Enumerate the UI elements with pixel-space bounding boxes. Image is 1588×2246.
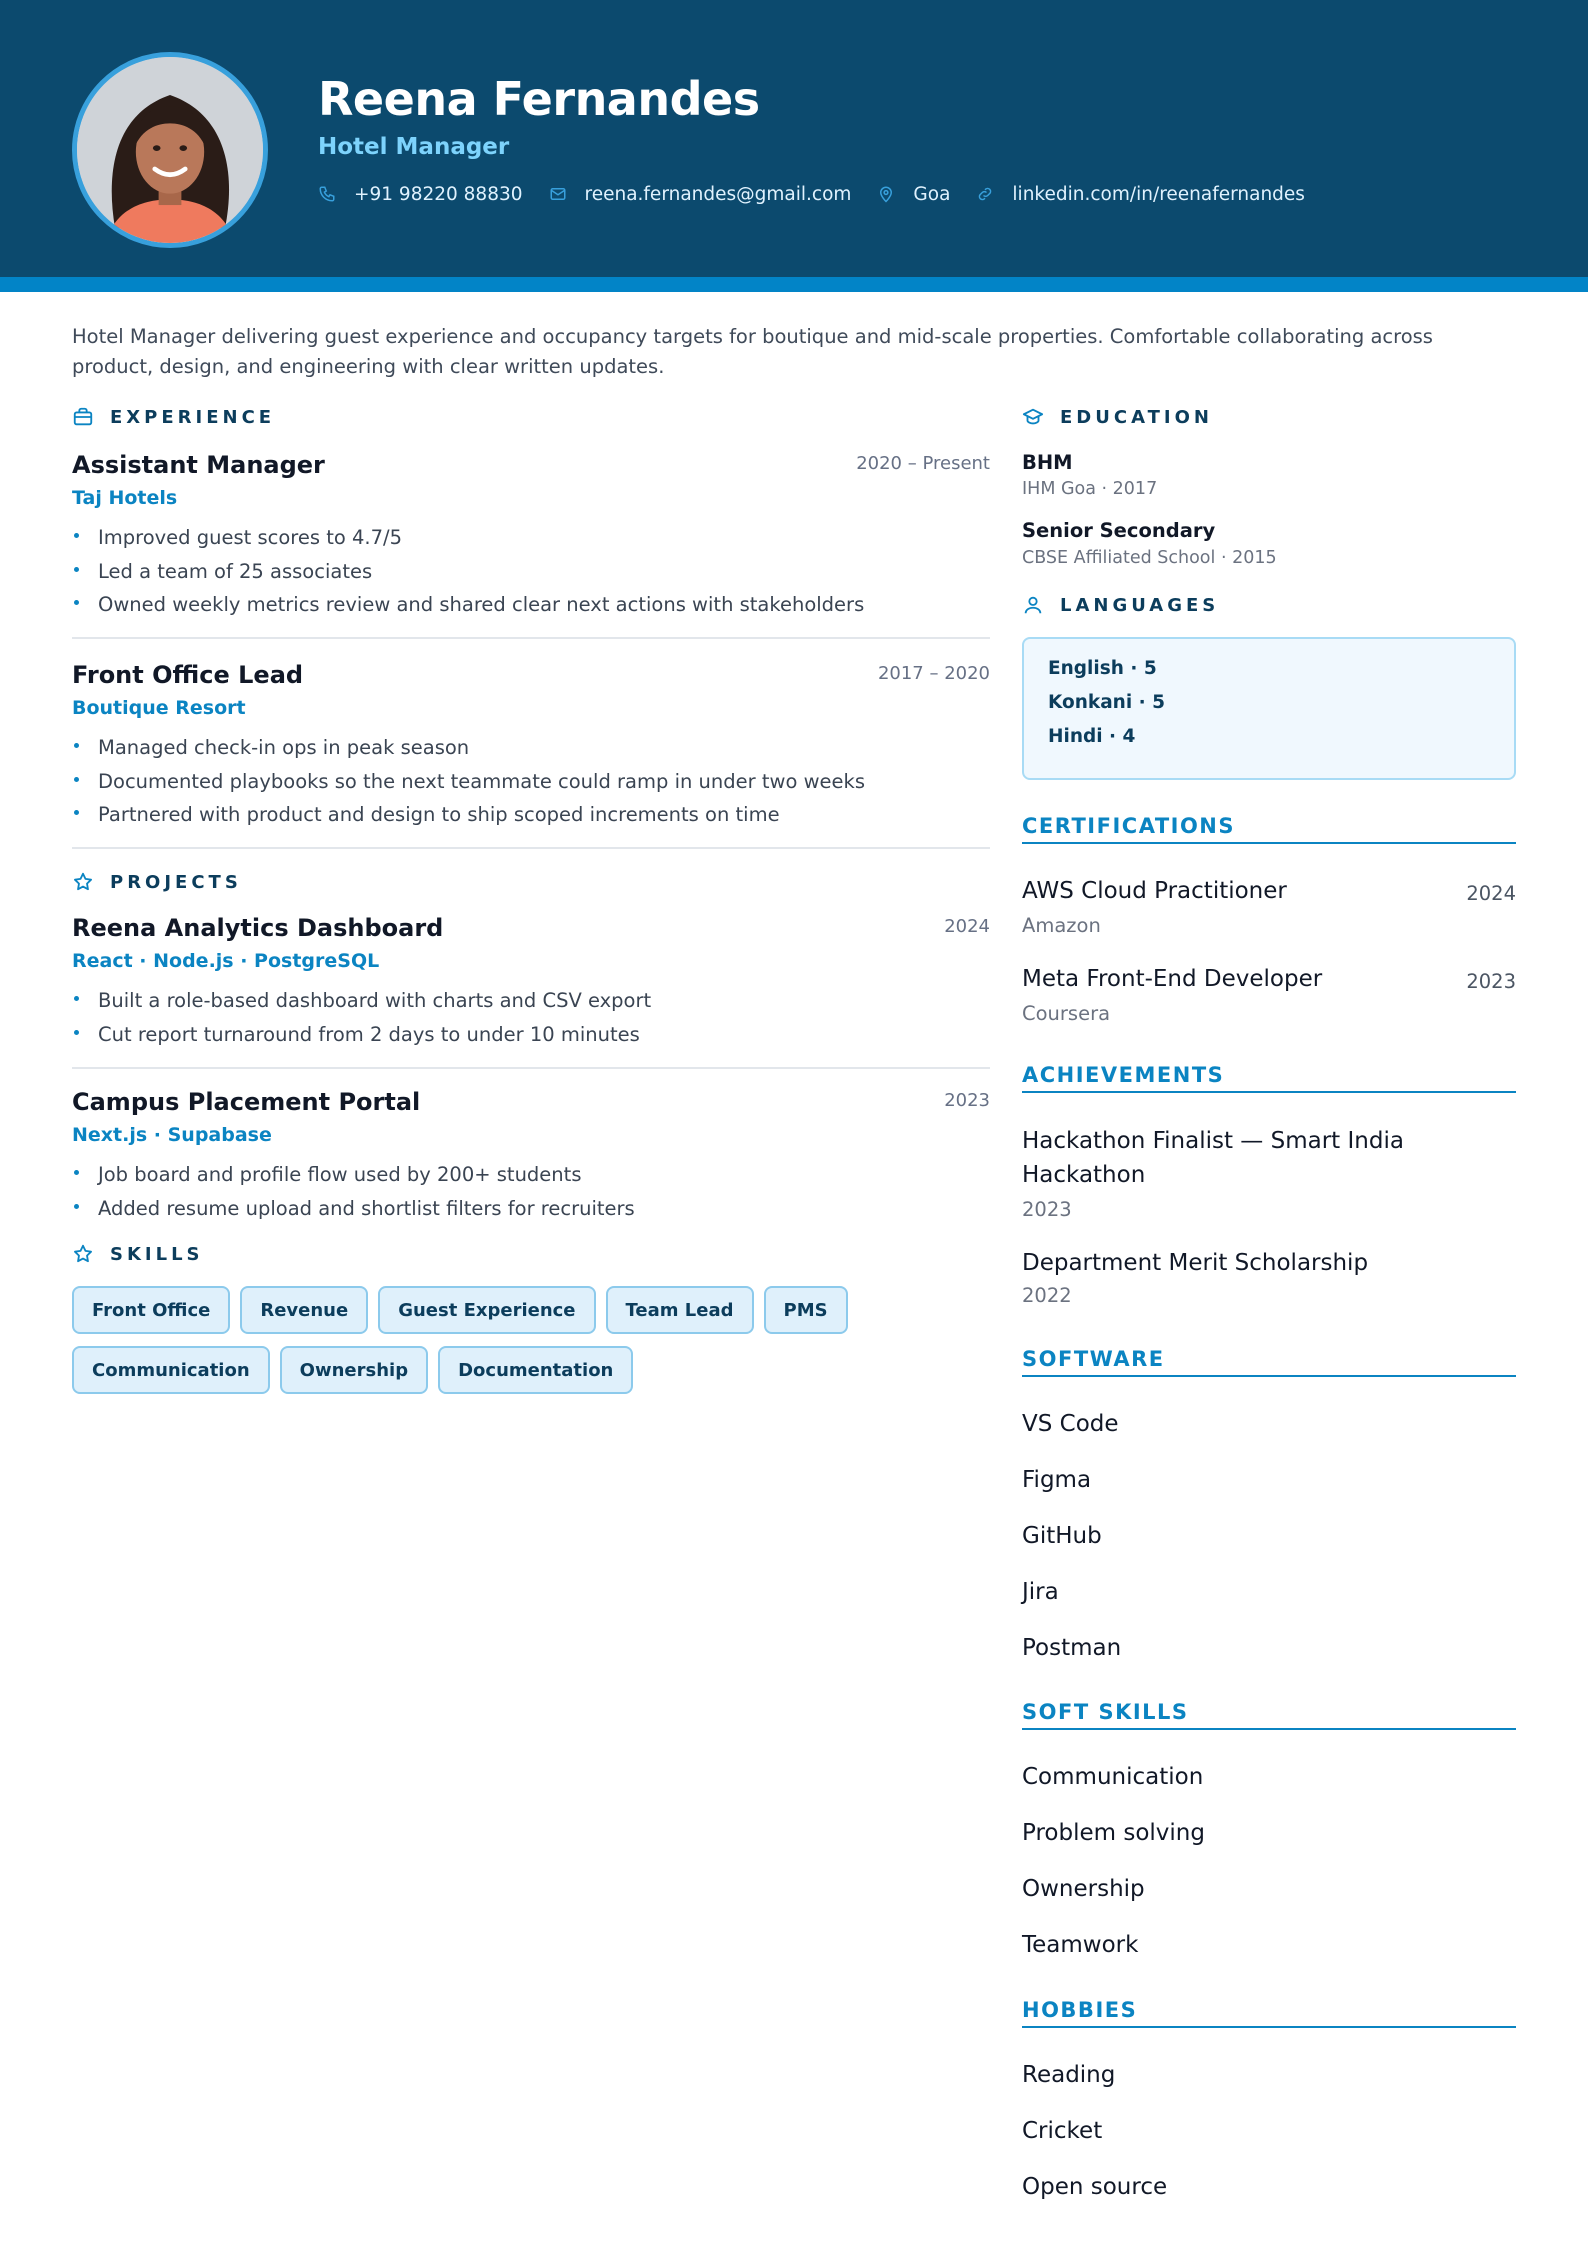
star-icon bbox=[72, 871, 94, 893]
skill-chip: Front Office bbox=[72, 1286, 230, 1334]
experience-entry bbox=[72, 661, 990, 831]
cert-org: Amazon bbox=[1022, 914, 1101, 937]
education-detail: CBSE Affiliated School · 2015 bbox=[1022, 548, 1277, 568]
user-icon bbox=[1022, 594, 1044, 616]
phone-text: +91 98220 88830 bbox=[354, 183, 523, 205]
project-title: Reena Analytics Dashboard bbox=[72, 914, 444, 942]
skill-chip: Revenue bbox=[240, 1286, 368, 1334]
phone-icon bbox=[318, 185, 336, 203]
language-item: Konkani · 5 bbox=[1048, 692, 1165, 713]
skills-heading-text: SKILLS bbox=[110, 1243, 204, 1265]
project-year: 2023 bbox=[944, 1090, 990, 1111]
skill-chip: Documentation bbox=[438, 1346, 633, 1394]
projects-heading bbox=[72, 871, 242, 893]
bullet-item: Managed check-in ops in peak season bbox=[72, 731, 990, 765]
education-degree: BHM bbox=[1022, 451, 1073, 474]
bullet-item: Job board and profile flow used by 200+ students bbox=[72, 1158, 990, 1192]
languages-heading bbox=[1022, 594, 1219, 616]
job-dates: 2017 – 2020 bbox=[877, 663, 990, 684]
candidate-role: Hotel Manager bbox=[318, 134, 510, 160]
education-heading-text: EDUCATION bbox=[1060, 406, 1213, 428]
bullet-item: Added resume upload and shortlist filters for recruiters bbox=[72, 1192, 990, 1226]
entry-divider bbox=[72, 1067, 990, 1069]
skill-chip: Team Lead bbox=[606, 1286, 754, 1334]
cert-year: 2023 bbox=[1466, 970, 1516, 993]
contact-email[interactable] bbox=[549, 184, 852, 205]
entry-divider bbox=[72, 637, 990, 639]
soft-skill-item: Ownership bbox=[1022, 1876, 1145, 1902]
language-item: English · 5 bbox=[1048, 658, 1157, 679]
contact-linkedin[interactable] bbox=[976, 184, 1305, 205]
achievement-title: Department Merit Scholarship bbox=[1022, 1250, 1369, 1276]
bullet-item: Led a team of 25 associates bbox=[72, 555, 990, 589]
software-item: Jira bbox=[1022, 1579, 1059, 1605]
bullet-item: Improved guest scores to 4.7/5 bbox=[72, 521, 990, 555]
soft-skills-heading: SOFT SKILLS bbox=[1022, 1700, 1516, 1730]
skills-heading bbox=[72, 1243, 204, 1265]
soft-skill-item: Teamwork bbox=[1022, 1932, 1139, 1958]
location-text: Goa bbox=[913, 183, 951, 205]
cert-title: Meta Front-End Developer bbox=[1022, 966, 1323, 992]
linkedin-text: linkedin.com/in/reenafernandes bbox=[1012, 183, 1305, 205]
project-bullets bbox=[72, 1158, 990, 1225]
software-heading: SOFTWARE bbox=[1022, 1347, 1516, 1377]
project-entry bbox=[72, 914, 990, 1054]
software-item: Postman bbox=[1022, 1635, 1122, 1661]
contact-phone[interactable] bbox=[318, 184, 523, 205]
hobby-item: Reading bbox=[1022, 2062, 1116, 2088]
software-item: VS Code bbox=[1022, 1411, 1119, 1437]
experience-heading bbox=[72, 406, 275, 428]
experience-heading-text: EXPERIENCE bbox=[110, 406, 276, 428]
achievement-title: Hackathon Finalist — Smart India Hackathon bbox=[1022, 1128, 1404, 1188]
job-title: Front Office Lead bbox=[72, 661, 304, 689]
languages-heading-text: LANGUAGES bbox=[1060, 594, 1220, 616]
cert-org: Coursera bbox=[1022, 1002, 1111, 1025]
job-bullets bbox=[72, 731, 990, 832]
project-stack: Next.js · Supabase bbox=[72, 1124, 272, 1146]
contact-location bbox=[877, 184, 950, 205]
email-text: reena.fernandes@gmail.com bbox=[584, 183, 852, 205]
avatar bbox=[72, 52, 268, 248]
achievements-heading: ACHIEVEMENTS bbox=[1022, 1063, 1516, 1093]
certifications-heading: CERTIFICATIONS bbox=[1022, 814, 1516, 844]
skill-chip: Guest Experience bbox=[378, 1286, 595, 1334]
resume-header bbox=[0, 0, 1588, 277]
job-dates: 2020 – Present bbox=[856, 453, 990, 474]
briefcase-icon bbox=[72, 406, 94, 428]
skill-chip: PMS bbox=[764, 1286, 848, 1334]
bullet-item: Built a role-based dashboard with charts and CSV export bbox=[72, 984, 990, 1018]
software-item: Figma bbox=[1022, 1467, 1092, 1493]
map-pin-icon bbox=[877, 185, 895, 203]
bullet-item: Partnered with product and design to ship scoped increments on time bbox=[72, 798, 990, 832]
header-accent-stripe bbox=[0, 277, 1588, 292]
contact-bar bbox=[318, 178, 1331, 210]
company-name: Boutique Resort bbox=[72, 697, 246, 719]
languages-box bbox=[1022, 637, 1516, 780]
star-icon bbox=[72, 1243, 94, 1265]
project-entry bbox=[72, 1088, 990, 1228]
summary-text: Hotel Manager delivering guest experience and occupancy targets for boutique and mid-scale properties. Comfortable collaborating across product, design, and engineering with clear written updates. bbox=[72, 325, 1433, 378]
mail-icon bbox=[549, 185, 567, 203]
experience-entry bbox=[72, 451, 990, 621]
bullet-item: Cut report turnaround from 2 days to under 10 minutes bbox=[72, 1018, 990, 1052]
soft-skill-item: Communication bbox=[1022, 1764, 1204, 1790]
hobby-item: Cricket bbox=[1022, 2118, 1103, 2144]
education-detail: IHM Goa · 2017 bbox=[1022, 479, 1158, 499]
project-bullets bbox=[72, 984, 990, 1051]
soft-skill-item: Problem solving bbox=[1022, 1820, 1205, 1846]
cert-year: 2024 bbox=[1466, 882, 1516, 905]
achievement-year: 2022 bbox=[1022, 1284, 1072, 1307]
job-bullets bbox=[72, 521, 990, 622]
software-item: GitHub bbox=[1022, 1523, 1102, 1549]
company-name: Taj Hotels bbox=[72, 487, 178, 509]
hobbies-heading: HOBBIES bbox=[1022, 1998, 1516, 2028]
cert-title: AWS Cloud Practitioner bbox=[1022, 878, 1287, 904]
language-item: Hindi · 4 bbox=[1048, 726, 1136, 747]
skill-chip: Ownership bbox=[280, 1346, 428, 1394]
skill-chips bbox=[72, 1286, 990, 1394]
entry-divider bbox=[72, 847, 990, 849]
profile-photo bbox=[77, 57, 263, 243]
project-year: 2024 bbox=[944, 916, 990, 937]
education-heading bbox=[1022, 406, 1213, 428]
achievement-year: 2023 bbox=[1022, 1198, 1072, 1221]
education-degree: Senior Secondary bbox=[1022, 519, 1216, 542]
link-icon bbox=[976, 185, 994, 203]
graduation-cap-icon bbox=[1022, 406, 1044, 428]
projects-heading-text: PROJECTS bbox=[110, 871, 242, 893]
skill-chip: Communication bbox=[72, 1346, 270, 1394]
project-stack: React · Node.js · PostgreSQL bbox=[72, 950, 380, 972]
bullet-item: Owned weekly metrics review and shared clear next actions with stakeholders bbox=[72, 588, 990, 622]
candidate-name: Reena Fernandes bbox=[318, 72, 760, 126]
bullet-item: Documented playbooks so the next teammate could ramp in under two weeks bbox=[72, 765, 990, 799]
job-title: Assistant Manager bbox=[72, 451, 325, 479]
project-title: Campus Placement Portal bbox=[72, 1088, 421, 1116]
hobby-item: Open source bbox=[1022, 2174, 1168, 2200]
